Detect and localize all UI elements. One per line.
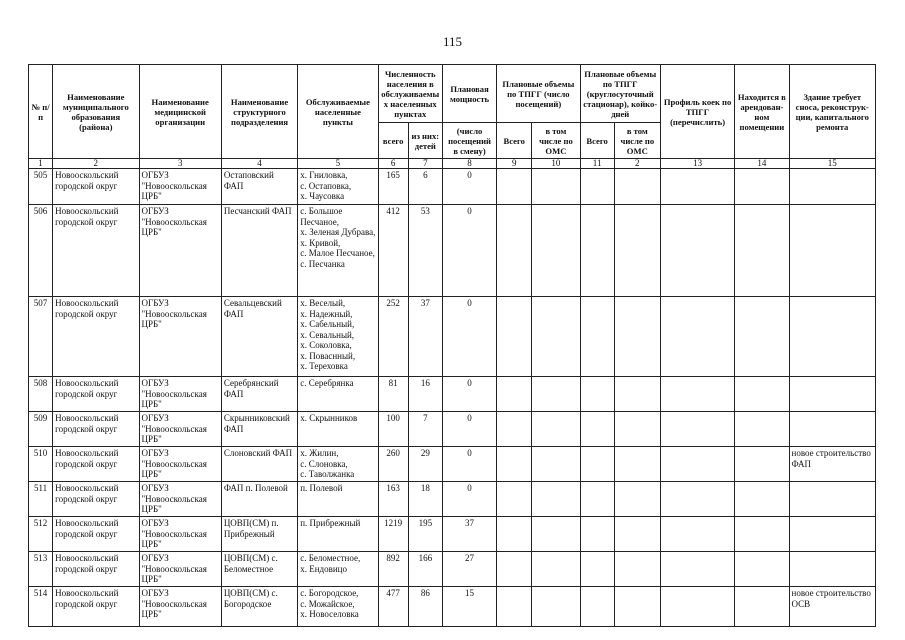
hosp-total-cell (580, 377, 614, 412)
population-children-cell: 7 (408, 412, 442, 447)
building-note-cell (789, 169, 876, 205)
amb-oms-cell (532, 482, 580, 517)
hosp-oms-cell (614, 552, 660, 587)
column-number: 5 (298, 159, 378, 169)
settlements-cell: с. Богородское, с. Можайское, х. Новоселовка (298, 587, 378, 627)
column-number: 9 (497, 159, 532, 169)
column-number: 8 (442, 159, 496, 169)
rented-cell (735, 297, 789, 377)
amb-total-cell (497, 169, 532, 205)
column-number-row (29, 159, 876, 169)
hosp-oms-cell (614, 297, 660, 377)
population-children-cell: 6 (408, 169, 442, 205)
row-number: 508 (29, 377, 53, 412)
capacity-cell: 0 (442, 297, 496, 377)
hosp-total-cell (580, 169, 614, 205)
column-number: 13 (660, 159, 734, 169)
rented-cell (735, 377, 789, 412)
bed-profile-cell (660, 169, 734, 205)
org-cell: ОГБУЗ "Новооскольская ЦРБ" (139, 169, 221, 205)
municipality-cell: Новооскольский городской округ (53, 377, 139, 412)
building-note-cell (789, 412, 876, 447)
population-children-cell: 37 (408, 297, 442, 377)
population-children-cell: 86 (408, 587, 442, 627)
population-total-cell: 81 (378, 377, 408, 412)
hosp-oms-cell (614, 169, 660, 205)
row-number: 510 (29, 447, 53, 482)
header-pop-total: всего (378, 123, 408, 159)
building-note-cell (789, 482, 876, 517)
population-total-cell: 1219 (378, 517, 408, 552)
settlements-cell: х. Жилин, с. Слоновка, с. Таволжанка (298, 447, 378, 482)
population-total-cell: 892 (378, 552, 408, 587)
municipality-cell: Новооскольский городской округ (53, 552, 139, 587)
amb-oms-cell (532, 517, 580, 552)
amb-oms-cell (532, 447, 580, 482)
header-capacity-sub: (число посещений в смену) (442, 123, 496, 159)
table-row (29, 297, 876, 377)
capacity-cell: 37 (442, 517, 496, 552)
municipality-cell: Новооскольский городской округ (53, 517, 139, 552)
amb-total-cell (497, 552, 532, 587)
hosp-oms-cell (614, 412, 660, 447)
amb-total-cell (497, 517, 532, 552)
municipality-cell: Новооскольский городской округ (53, 205, 139, 297)
row-number: 506 (29, 205, 53, 297)
population-children-cell: 195 (408, 517, 442, 552)
rented-cell (735, 517, 789, 552)
subdivision-cell: Остаповский ФАП (221, 169, 297, 205)
table-row (29, 517, 876, 552)
header-hosp-volume: Плановые объемы по ТПГГ (круглосуточный стационар), койко-дней (580, 65, 660, 123)
row-number: 507 (29, 297, 53, 377)
amb-oms-cell (532, 205, 580, 297)
capacity-cell: 0 (442, 205, 496, 297)
settlements-cell: х. Скрынников (298, 412, 378, 447)
capacity-cell: 27 (442, 552, 496, 587)
rented-cell (735, 412, 789, 447)
rented-cell (735, 552, 789, 587)
rented-cell (735, 482, 789, 517)
table-row (29, 552, 876, 587)
table-row (29, 412, 876, 447)
municipality-cell: Новооскольский городской округ (53, 169, 139, 205)
hosp-oms-cell (614, 482, 660, 517)
table-row (29, 205, 876, 297)
hosp-oms-cell (614, 377, 660, 412)
amb-total-cell (497, 482, 532, 517)
settlements-cell: п. Полевой (298, 482, 378, 517)
settlements-cell: с. Серебрянка (298, 377, 378, 412)
header-building: Здание требует сноса, реконструк-ции, капитального ремонта (789, 65, 876, 159)
population-children-cell: 29 (408, 447, 442, 482)
population-total-cell: 260 (378, 447, 408, 482)
subdivision-cell: Севальцевский ФАП (221, 297, 297, 377)
population-children-cell: 16 (408, 377, 442, 412)
subdivision-cell: Скрынниковский ФАП (221, 412, 297, 447)
amb-oms-cell (532, 412, 580, 447)
header-pop-children: из них: детей (408, 123, 442, 159)
municipality-cell: Новооскольский городской округ (53, 297, 139, 377)
amb-total-cell (497, 587, 532, 627)
amb-oms-cell (532, 169, 580, 205)
population-children-cell: 18 (408, 482, 442, 517)
header-org: Наименование медицинской организации (139, 65, 221, 159)
capacity-cell: 0 (442, 447, 496, 482)
bed-profile-cell (660, 482, 734, 517)
hosp-total-cell (580, 587, 614, 627)
hosp-total-cell (580, 482, 614, 517)
settlements-cell: п. Прибрежный (298, 517, 378, 552)
hosp-oms-cell (614, 517, 660, 552)
population-total-cell: 163 (378, 482, 408, 517)
header-subdivision: Наименование структурного подразделения (221, 65, 297, 159)
hosp-oms-cell (614, 205, 660, 297)
org-cell: ОГБУЗ "Новооскольская ЦРБ" (139, 552, 221, 587)
hosp-total-cell (580, 447, 614, 482)
page-number: 115 (442, 34, 463, 49)
municipality-cell: Новооскольский городской округ (53, 412, 139, 447)
bed-profile-cell (660, 377, 734, 412)
subdivision-cell: Серебрянский ФАП (221, 377, 297, 412)
rented-cell (735, 587, 789, 627)
building-note-cell (789, 517, 876, 552)
bed-profile-cell (660, 587, 734, 627)
column-number: 4 (221, 159, 297, 169)
bed-profile-cell (660, 297, 734, 377)
header-bed-profile: Профиль коек по ТПГГ (перечислить) (660, 65, 734, 159)
population-total-cell: 412 (378, 205, 408, 297)
org-cell: ОГБУЗ "Новооскольская ЦРБ" (139, 517, 221, 552)
subdivision-cell: ЦОВП(СМ) с. Богородское (221, 587, 297, 627)
column-number: 14 (735, 159, 789, 169)
rented-cell (735, 169, 789, 205)
hosp-total-cell (580, 412, 614, 447)
capacity-cell: 15 (442, 587, 496, 627)
population-children-cell: 166 (408, 552, 442, 587)
settlements-cell: х. Гниловка, с. Остаповка, х. Чаусовка (298, 169, 378, 205)
org-cell: ОГБУЗ "Новооскольская ЦРБ" (139, 377, 221, 412)
amb-total-cell (497, 297, 532, 377)
header-amb-oms: в том числе по ОМС (532, 123, 580, 159)
table-row (29, 169, 876, 205)
population-total-cell: 100 (378, 412, 408, 447)
subdivision-cell: Слоновский ФАП (221, 447, 297, 482)
column-number: 10 (532, 159, 580, 169)
amb-total-cell (497, 205, 532, 297)
header-capacity: Плановая мощность (442, 65, 496, 123)
capacity-cell: 0 (442, 169, 496, 205)
settlements-cell: с. Беломестное, х. Ендовицо (298, 552, 378, 587)
capacity-cell: 0 (442, 377, 496, 412)
row-number: 511 (29, 482, 53, 517)
rented-cell (735, 205, 789, 297)
header-population: Численность населения в обслуживаемых населенных пунктах (378, 65, 442, 123)
header-hosp-total: Всего (580, 123, 614, 159)
municipality-cell: Новооскольский городской округ (53, 587, 139, 627)
capacity-cell: 0 (442, 412, 496, 447)
column-number: 3 (139, 159, 221, 169)
amb-oms-cell (532, 377, 580, 412)
column-number: 1 (29, 159, 53, 169)
settlements-cell: с. Большое Песчаное, х. Зеленая Дубрава, х. Кривой, с. Малое Песчаное, с. Песчанка (298, 205, 378, 297)
org-cell: ОГБУЗ "Новооскольская ЦРБ" (139, 447, 221, 482)
column-number: 11 (580, 159, 614, 169)
amb-total-cell (497, 412, 532, 447)
building-note-cell (789, 297, 876, 377)
building-note-cell: новое строительство ОСВ (789, 587, 876, 627)
table-row (29, 447, 876, 482)
subdivision-cell: ФАП п. Полевой (221, 482, 297, 517)
row-number: 512 (29, 517, 53, 552)
header-amb-volume: Плановые объемы по ТПГГ (число посещений) (497, 65, 580, 123)
org-cell: ОГБУЗ "Новооскольская ЦРБ" (139, 412, 221, 447)
amb-total-cell (497, 447, 532, 482)
building-note-cell (789, 377, 876, 412)
org-cell: ОГБУЗ "Новооскольская ЦРБ" (139, 205, 221, 297)
column-number: 6 (378, 159, 408, 169)
amb-oms-cell (532, 552, 580, 587)
column-number: 15 (789, 159, 876, 169)
building-note-cell (789, 205, 876, 297)
org-cell: ОГБУЗ "Новооскольская ЦРБ" (139, 297, 221, 377)
header-hosp-oms: в том числе по ОМС (614, 123, 660, 159)
capacity-cell: 0 (442, 482, 496, 517)
population-total-cell: 252 (378, 297, 408, 377)
subdivision-cell: Песчанский ФАП (221, 205, 297, 297)
row-number: 509 (29, 412, 53, 447)
municipality-cell: Новооскольский городской округ (53, 447, 139, 482)
amb-oms-cell (532, 587, 580, 627)
building-note-cell: новое строительство ФАП (789, 447, 876, 482)
table-row (29, 587, 876, 627)
column-number: 7 (408, 159, 442, 169)
hosp-oms-cell (614, 587, 660, 627)
hosp-total-cell (580, 517, 614, 552)
hosp-total-cell (580, 297, 614, 377)
row-number: 513 (29, 552, 53, 587)
org-cell: ОГБУЗ "Новооскольская ЦРБ" (139, 587, 221, 627)
subdivision-cell: ЦОВП(СМ) п. Прибрежный (221, 517, 297, 552)
population-total-cell: 477 (378, 587, 408, 627)
header-num: № п/п (29, 65, 53, 159)
header-rented: Находится в арендован-ном помещении (735, 65, 789, 159)
row-number: 505 (29, 169, 53, 205)
hosp-oms-cell (614, 447, 660, 482)
org-cell: ОГБУЗ "Новооскольская ЦРБ" (139, 482, 221, 517)
bed-profile-cell (660, 552, 734, 587)
amb-total-cell (497, 377, 532, 412)
hosp-total-cell (580, 205, 614, 297)
column-number: 2 (614, 159, 660, 169)
settlements-cell: х. Веселый, х. Надежный, х. Сабельный, х. Севальный, х. Соколовка, х. Поваснный, х. Тереховка (298, 297, 378, 377)
building-note-cell (789, 552, 876, 587)
header-municipality: Наименование муниципального образования (района) (53, 65, 139, 159)
population-total-cell: 165 (378, 169, 408, 205)
bed-profile-cell (660, 517, 734, 552)
facilities-table (28, 64, 876, 627)
column-number: 2 (53, 159, 139, 169)
table-row (29, 377, 876, 412)
hosp-total-cell (580, 552, 614, 587)
row-number: 514 (29, 587, 53, 627)
bed-profile-cell (660, 447, 734, 482)
header-settlements: Обслуживаемые населенные пункты (298, 65, 378, 159)
bed-profile-cell (660, 412, 734, 447)
bed-profile-cell (660, 205, 734, 297)
subdivision-cell: ЦОВП(СМ) с. Беломестное (221, 552, 297, 587)
municipality-cell: Новооскольский городской округ (53, 482, 139, 517)
header-amb-total: Всего (497, 123, 532, 159)
amb-oms-cell (532, 297, 580, 377)
table-row (29, 482, 876, 517)
population-children-cell: 53 (408, 205, 442, 297)
rented-cell (735, 447, 789, 482)
